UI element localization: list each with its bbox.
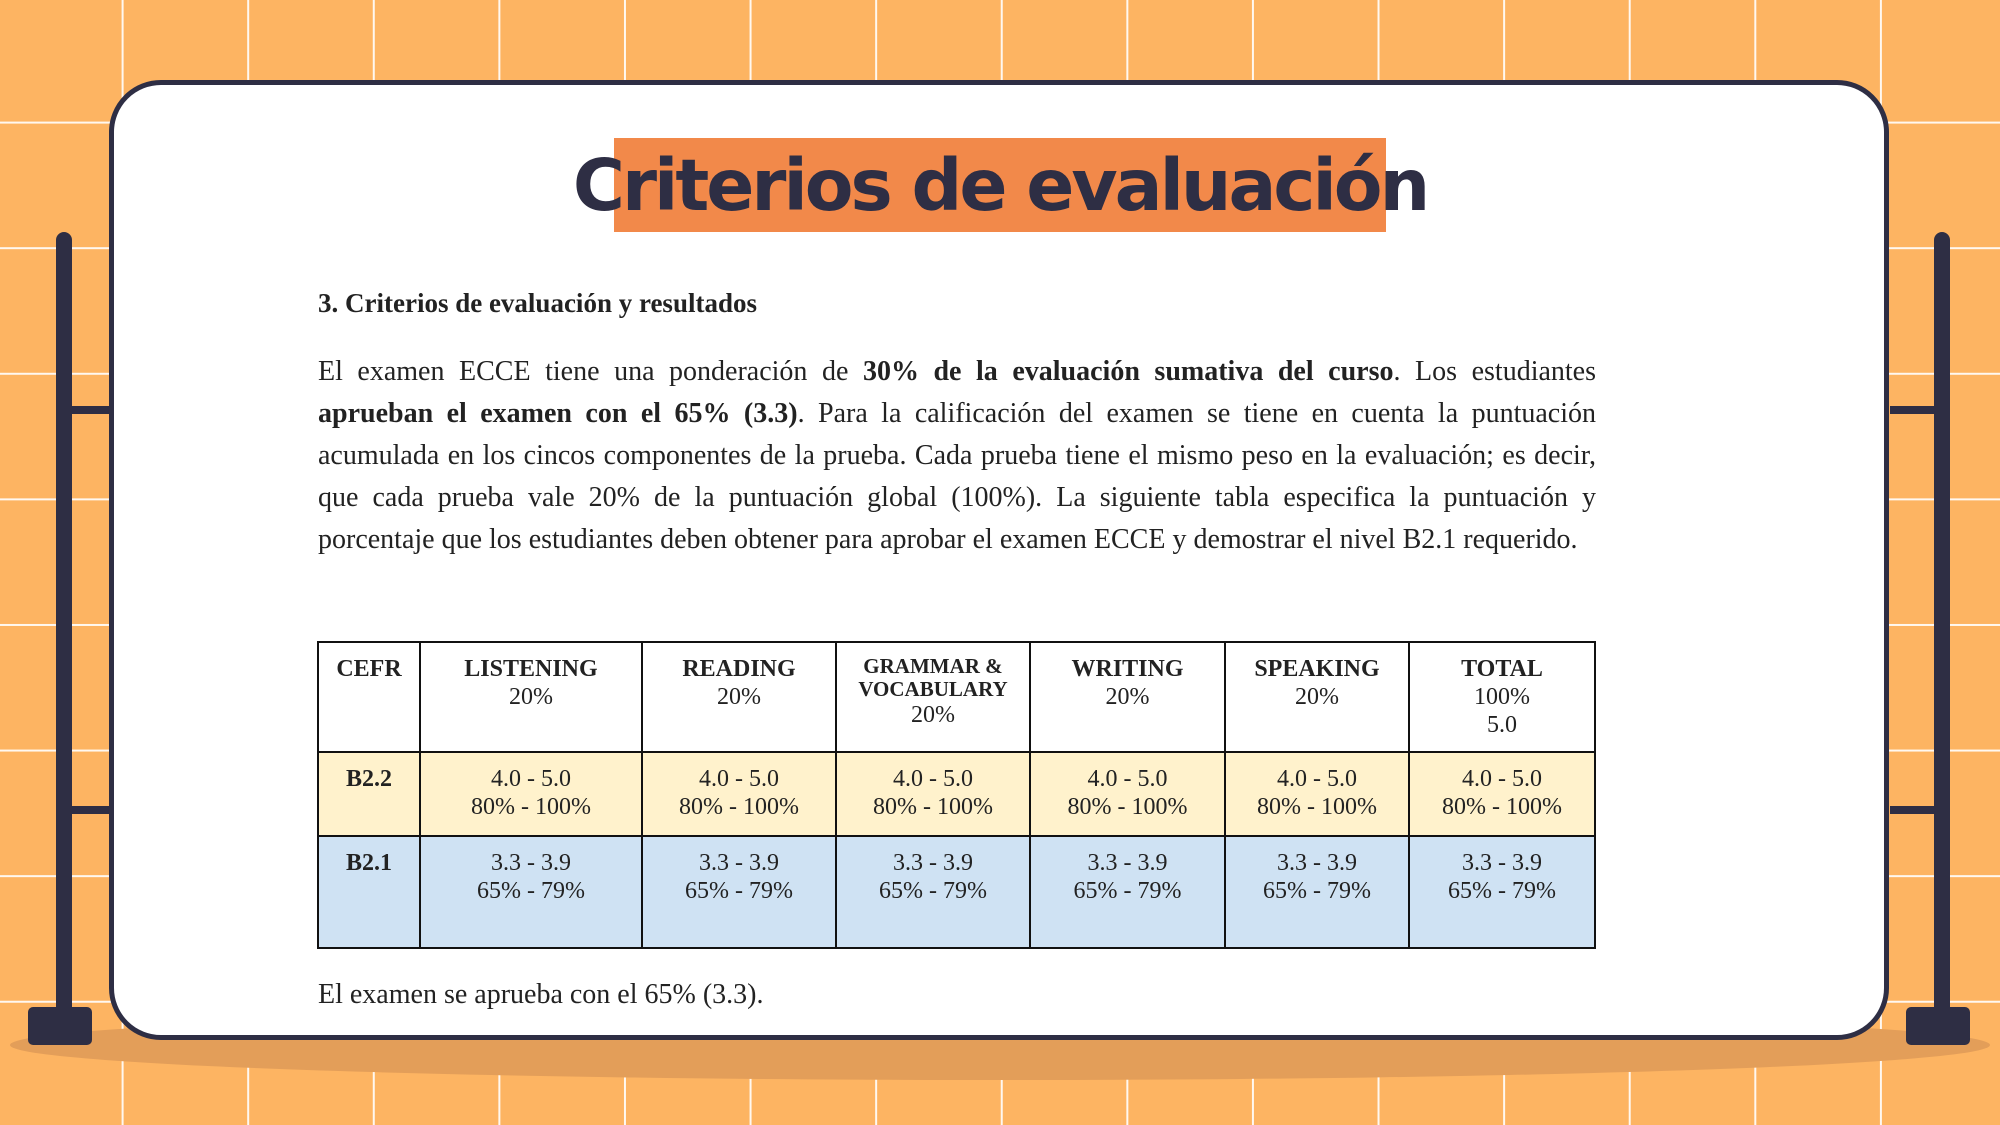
- para-bold-1: 30% de la evaluación sumativa del curso: [862, 356, 1394, 387]
- para-text-1: El examen ECCE tiene una ponderación de: [318, 356, 863, 387]
- description-paragraph: [318, 351, 1596, 561]
- score-cell: 3.3 - 3.9 65% - 79%: [420, 836, 642, 948]
- header-cefr: CEFR: [318, 642, 420, 752]
- para-text-2: . Los estudiantes: [1393, 356, 1597, 387]
- header-grammar-vocabulary: GRAMMAR & VOCABULARY 20%: [836, 642, 1030, 752]
- left-pole-base: [28, 1007, 92, 1045]
- section-heading: 3. Criterios de evaluación y resultados: [318, 288, 757, 318]
- header-reading: READING 20%: [642, 642, 836, 752]
- score-cell: 4.0 - 5.0 80% - 100%: [420, 752, 642, 836]
- score-cell: 4.0 - 5.0 80% - 100%: [1225, 752, 1409, 836]
- slide-title: Criterios de evaluación: [614, 138, 1386, 232]
- footer-note: El examen se aprueba con el 65% (3.3).: [318, 979, 764, 1010]
- score-cell: 4.0 - 5.0 80% - 100%: [1030, 752, 1225, 836]
- right-bracket-top: [1890, 406, 1942, 414]
- right-pole-base: [1906, 1007, 1970, 1045]
- right-pole: [1934, 232, 1950, 1012]
- para-text-3: . Para la calificación del examen se tiene en cuenta la puntuación acumulada en los cincos componentes de la prueba. Cada prueba tiene el mismo peso en la evaluación; es decir, que cada prueba vale 20% de la puntuación global (100%). La siguiente tabla especifica la puntuación y porcentaje que los estudiantes deben obtener para aprobar el examen ECCE y demostrar el nivel B2.1 requerido.: [318, 398, 1596, 555]
- table-row: [318, 752, 1595, 836]
- right-bracket-bottom: [1890, 806, 1942, 814]
- content-area: [318, 288, 1596, 561]
- score-cell: 3.3 - 3.9 65% - 79%: [1225, 836, 1409, 948]
- score-cell: 3.3 - 3.9 65% - 79%: [1030, 836, 1225, 948]
- header-speaking: SPEAKING 20%: [1225, 642, 1409, 752]
- level-cell: B2.1: [318, 836, 420, 948]
- header-writing: WRITING 20%: [1030, 642, 1225, 752]
- score-cell: 4.0 - 5.0 80% - 100%: [1409, 752, 1595, 836]
- left-pole: [56, 232, 72, 1012]
- header-listening: LISTENING 20%: [420, 642, 642, 752]
- table-header-row: [318, 642, 1595, 752]
- score-cell: 3.3 - 3.9 65% - 79%: [642, 836, 836, 948]
- criteria-table: [317, 641, 1596, 949]
- table-row: [318, 836, 1595, 948]
- para-bold-2: aprueban el examen con el 65% (3.3): [318, 398, 798, 429]
- header-total: TOTAL 100% 5.0: [1409, 642, 1595, 752]
- level-cell: B2.2: [318, 752, 420, 836]
- score-cell: 4.0 - 5.0 80% - 100%: [836, 752, 1030, 836]
- score-cell: 4.0 - 5.0 80% - 100%: [642, 752, 836, 836]
- score-cell: 3.3 - 3.9 65% - 79%: [836, 836, 1030, 948]
- score-cell: 3.3 - 3.9 65% - 79%: [1409, 836, 1595, 948]
